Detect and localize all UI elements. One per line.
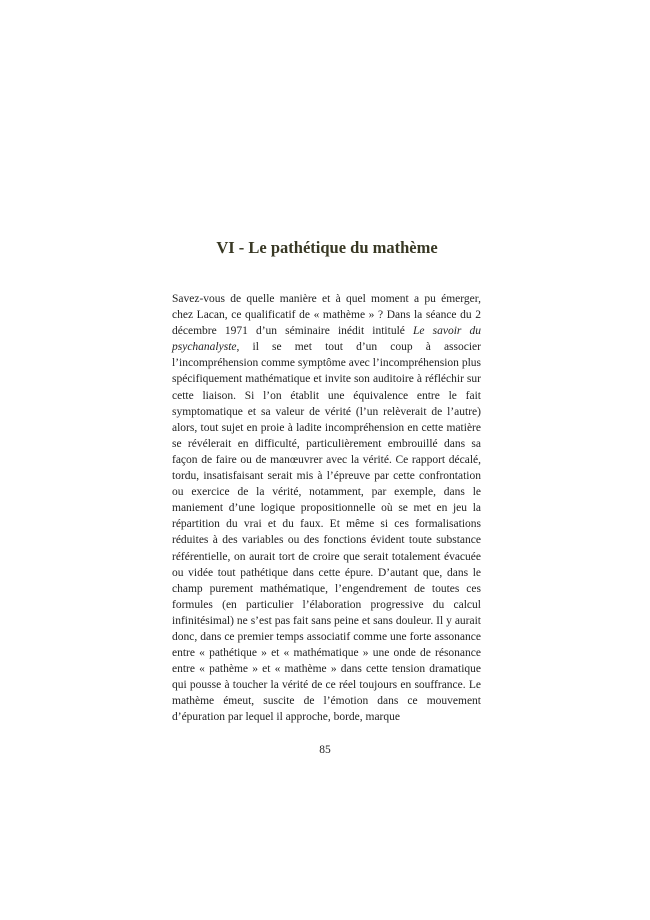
seminar-title: Le savoir du psychanalyste xyxy=(172,325,481,354)
chapter-title: VI - Le pathétique du mathème xyxy=(216,238,438,257)
page-number: 85 xyxy=(319,744,331,756)
body-text-part-2: , il se met tout d’un coup à associer l’incompréhension comme symptôme avec l’incompréhension plus spécifiquement mathématique et invite son auditoire à réfléchir sur cette liaison. Si l’on établit une équivalence entre le fait symptomatique et sa valeur de vérité (l’un relèverait de l’autre) alors, tout sujet en proie à ladite incompréhension en cette matière se révélerait en difficulté, particulièrement embrouillé dans sa façon de faire ou de manœuvrer avec la vérité. Ce rapport décalé, tordu, insatisfaisant serait mis à l’épreuve par cette confrontation ou exercice de la vérité, notamment, par exemple, dans le maniement d’une logique propositionnelle où se met en jeu la répartition du vrai et du faux. Et même si ces formalisations réduites à des variables ou des fonctions évident toute substance référentielle, on aurait tort de croire que serait totalement évacuée ou vidée tout pathétique dans cette épure. D’autant que, dans le champ purement mathématique, l’engendrement de toutes ces formules (en particulier l’élaboration progressive du calcul infinitésimal) ne s’est pas fait sans peine et sans douleur. Il y aurait donc, dans ce premier temps associatif comme une forte assonance entre « pathétique » et « mathématique » une onde de résonance entre « pathème » et « mathème » dans cette tension dramatique qui pousse à toucher la vérité de ce réel toujours en souffrance. Le mathème émeut, suscite de l’émotion dans ce mouvement d’épuration par lequel il approche, borde, marque xyxy=(172,341,481,724)
body-paragraph xyxy=(172,291,481,726)
body-text-part-1: Savez-vous de quelle manière et à quel moment a pu émerger, chez Lacan, ce qualificatif de « mathème » ? Dans la séance du 2 décembre 1971 d’un séminaire inédit intitulé xyxy=(172,293,481,338)
